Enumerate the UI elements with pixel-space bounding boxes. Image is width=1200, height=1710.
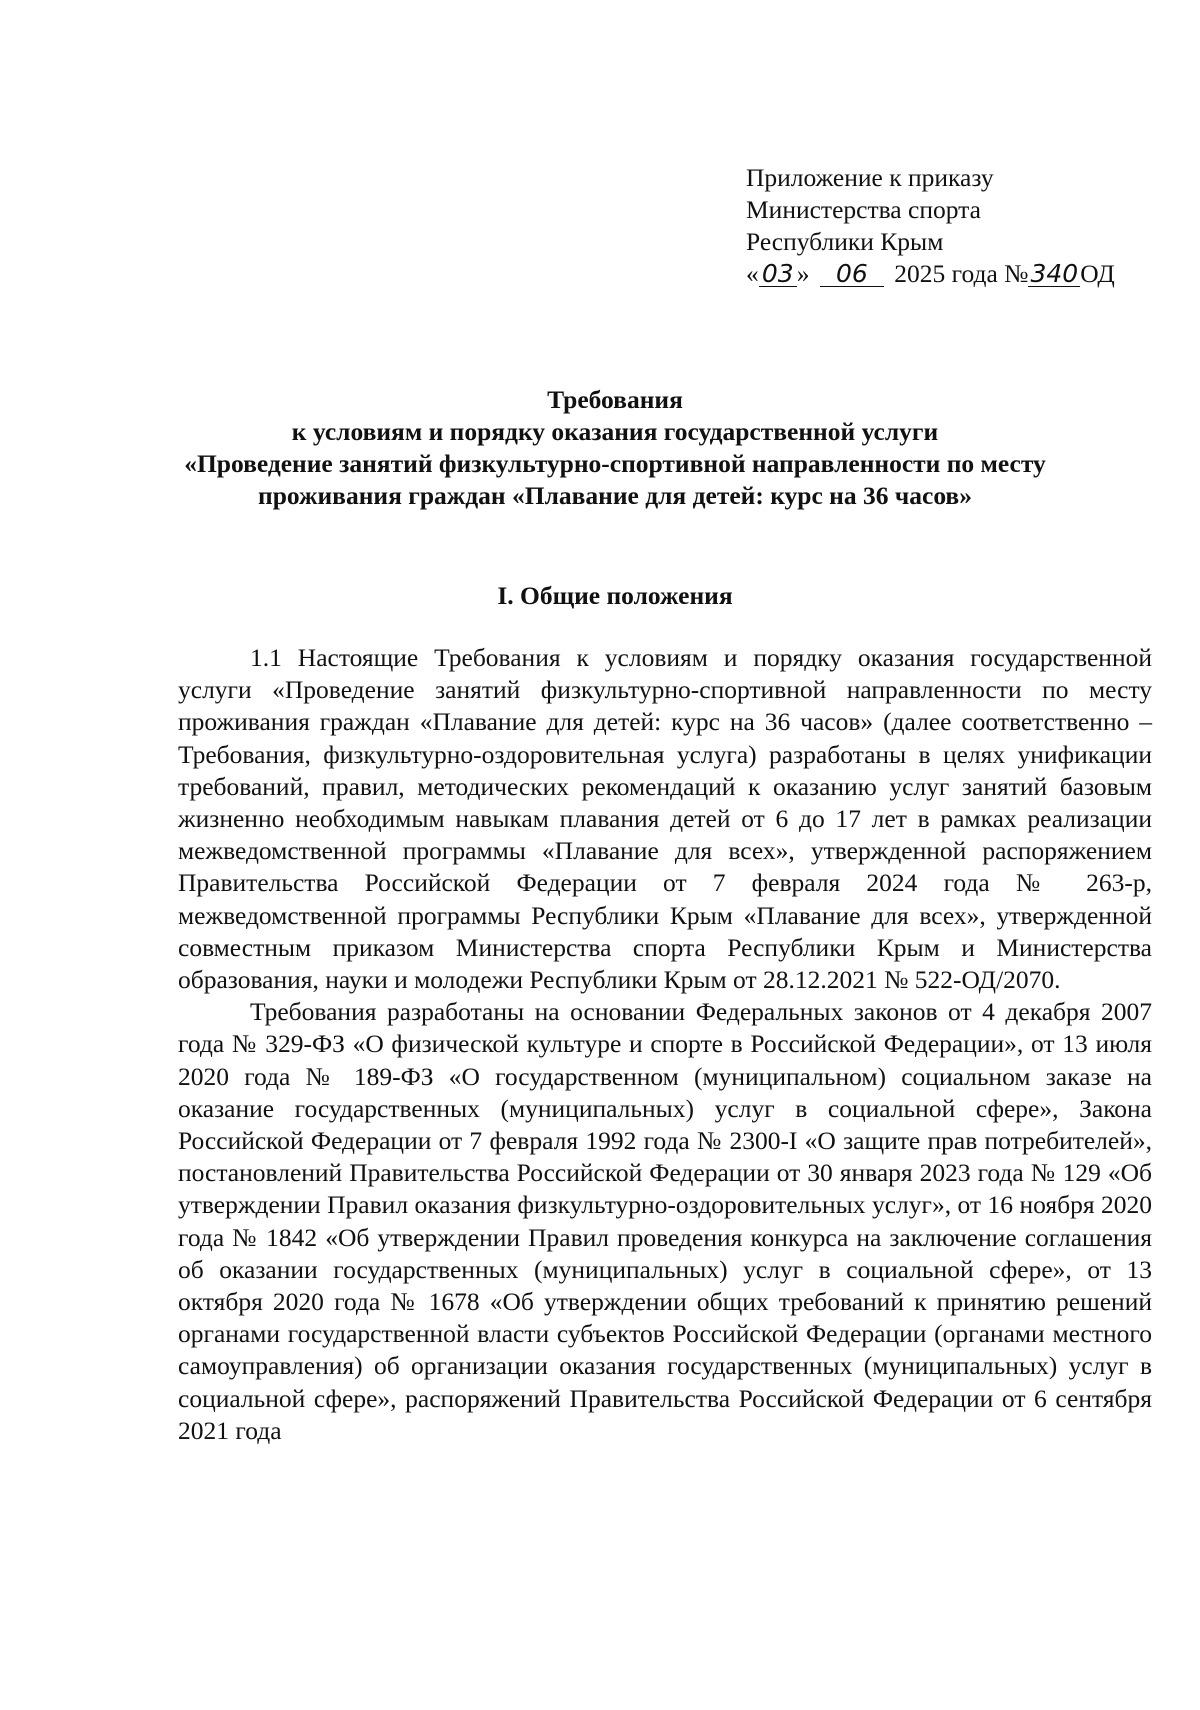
handwritten-month: 06 [820, 262, 884, 287]
paragraph-2: Требования разработаны на основании Федеральных законов от 4 декабря 2007 года № 329-ФЗ «О физической культуре и спорте в Российской Федерации», от 13 июля 2020 года № 189-ФЗ «О государственном (муниципальном) социальном заказе на оказание государственных (муниципальных) услуг в социальной сфере», Закона Российской Федерации от 7 февраля 1992 года № 2300-I «О защите прав потребителей», постановлений Правительства Российской Федерации от 30 января 2023 года № 129 «Об утверждении Правил оказания физкультурно-оздоровительных услуг», от 16 ноября 2020 года № 1842 «Об утверждении Правил проведения конкурса на заключение соглашения об оказании государственных (муниципальных) услуг в социальной сфере», от 13 октября 2020 года № 1678 «Об утверждении общих требований к принятию решений органами государственной власти субъектов Российской Федерации (органами местного самоуправления) об организации оказания государственных (муниципальных) услуг в социальной сфере», распоряжений Правительства Российской Федерации от 6 сентября 2021 года [178, 997, 1152, 1445]
title-line-2: к условиям и порядку оказания государственной услуги [291, 417, 939, 446]
annex-date-line [746, 258, 1115, 290]
section-heading: I. Общие положения [497, 581, 733, 610]
paragraph-1: 1.1 Настоящие Требования к условиям и порядку оказания государственной услуги «Проведение занятий физкультурно-спортивной направленности по месту проживания граждан «Плавание для детей: курс на 36 часов» (далее соответственно – Требования, физкультурно-оздоровительная услуга) разработаны в целях унификации требований, правил, методических рекомендаций к оказанию услуг занятий базовым жизненно необходимым навыкам плавания детей от 6 до 17 лет в рамках реализации межведомственной программы «Плавание для всех», утвержденной распоряжением Правительства Российской Федерации от 7 февраля 2024 года № 263-р, межведомственной программы Республики Крым «Плавание для всех», утвержденной совместным приказом Министерства спорта Республики Крым и Министерства образования, науки и молодежи Республики Крым от 28.12.2021 № 522-ОД/2070. [178, 643, 1152, 995]
title-line-1: Требования [547, 385, 683, 414]
annex-line-1: Приложение к приказу [746, 163, 994, 192]
annex-line-2: Министерства спорта [746, 195, 981, 224]
date-year-text: 2025 года № [894, 259, 1029, 288]
document-body [178, 642, 1152, 1447]
annex-line-3: Республики Крым [746, 227, 944, 256]
handwritten-order-number: 340 [1030, 259, 1079, 288]
date-open-quote: « [746, 259, 759, 288]
document-title [150, 384, 1080, 512]
title-line-4: проживания граждан «Плавание для детей: курс на 36 часов» [258, 481, 972, 510]
annex-block [746, 162, 1115, 290]
handwritten-day: 03 [759, 262, 797, 287]
date-close-quote: » [796, 259, 810, 288]
title-line-3: «Проведение занятий физкультурно-спортивной направленности по месту [184, 449, 1046, 478]
order-suffix: ОД [1080, 259, 1115, 288]
